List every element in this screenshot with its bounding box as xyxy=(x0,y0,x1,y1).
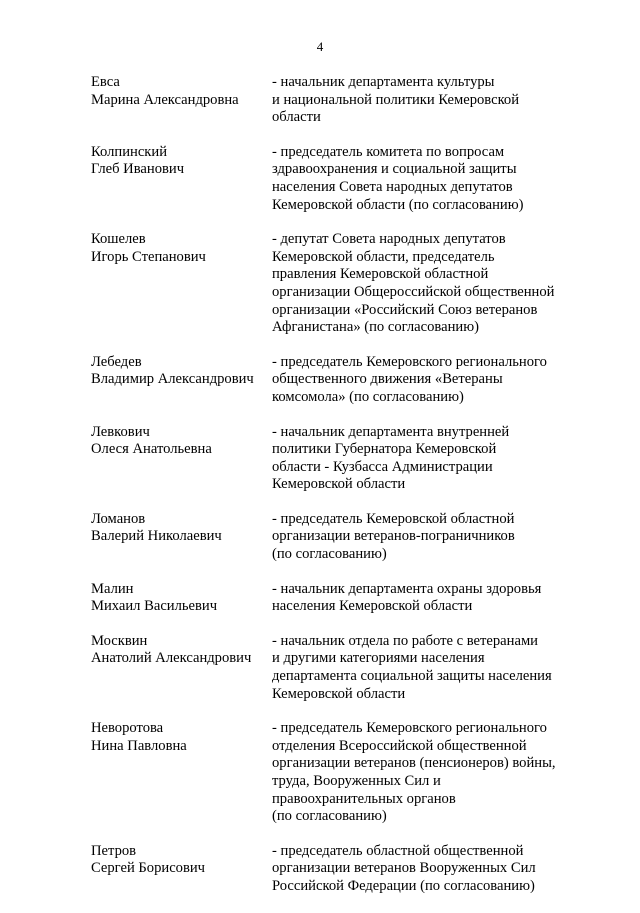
member-given-names: Игорь Степанович xyxy=(91,248,206,265)
member-entry xyxy=(91,231,591,337)
member-given-names: Сергей Борисович xyxy=(91,860,206,877)
member-given-names: Олеся Анатольевна xyxy=(91,441,212,458)
member-entry xyxy=(91,354,591,407)
position-line: Кемеровской области xyxy=(272,476,406,493)
member-entry xyxy=(91,843,591,896)
position-line: - председатель комитета по вопросам xyxy=(272,143,505,160)
position-line: - председатель Кемеровского регионального xyxy=(272,353,547,370)
position-line: политики Губернатора Кемеровской xyxy=(272,441,497,458)
position-line: труда, Вооруженных Сил и xyxy=(272,773,441,789)
position-line: Кемеровской области xyxy=(272,685,406,702)
member-name xyxy=(91,720,272,826)
position-line: - начальник отдела по работе с ветеранами xyxy=(272,632,538,649)
position-line: и национальной политики Кемеровской xyxy=(272,91,520,108)
member-entry xyxy=(91,74,591,127)
position-line: области xyxy=(272,109,321,126)
member-entry xyxy=(91,144,591,214)
position-line: - начальник департамента охраны здоровья xyxy=(272,580,542,597)
member-position xyxy=(272,511,591,564)
position-line: населения Кемеровской области xyxy=(272,598,473,615)
member-surname: Колпинский xyxy=(91,143,168,160)
member-position xyxy=(272,231,591,337)
member-name xyxy=(91,581,272,616)
member-name xyxy=(91,354,272,407)
position-line: (по согласованию) xyxy=(272,546,387,563)
member-name xyxy=(91,511,272,564)
member-given-names: Анатолий Александрович xyxy=(91,650,252,667)
position-line: Афганистана» (по согласованию) xyxy=(272,319,479,336)
member-surname: Москвин xyxy=(91,632,148,649)
position-line: - председатель Кемеровского регионального xyxy=(272,720,547,737)
page-number: 4 xyxy=(316,39,324,54)
member-name xyxy=(91,231,272,337)
member-name xyxy=(91,424,272,494)
member-entry xyxy=(91,720,591,826)
position-line: департамента социальной защиты населения xyxy=(272,668,552,685)
position-line: Кемеровской области (по согласованию) xyxy=(272,196,524,213)
position-line: - начальник департамента культуры xyxy=(272,74,495,90)
position-line: организации ветеранов Вооруженных Сил xyxy=(272,860,536,877)
member-entry xyxy=(91,511,591,564)
member-surname: Малин xyxy=(91,580,134,597)
member-position xyxy=(272,74,591,127)
member-surname: Лебедев xyxy=(91,353,142,370)
position-line: Российской Федерации (по согласованию) xyxy=(272,877,535,894)
position-line: организации ветеранов (пенсионеров) войны, xyxy=(272,755,556,772)
member-entry xyxy=(91,581,591,616)
member-surname: Евса xyxy=(91,74,120,90)
member-name xyxy=(91,633,272,703)
position-line: отделения Всероссийской общественной xyxy=(272,737,527,754)
member-position xyxy=(272,424,591,494)
position-line: организации Общероссийской общественной xyxy=(272,283,555,300)
position-line: здравоохранения и социальной защиты xyxy=(272,161,517,178)
position-line: - председатель областной общественной xyxy=(272,842,524,859)
position-line: общественного движения «Ветераны xyxy=(272,371,503,388)
member-surname: Неворотова xyxy=(91,720,164,737)
position-line: Кемеровской области, председатель xyxy=(272,248,495,265)
member-surname: Ломанов xyxy=(91,510,146,527)
position-line: организации ветеранов-пограничников xyxy=(272,528,515,545)
member-surname: Левкович xyxy=(91,423,150,440)
member-list xyxy=(91,74,591,913)
member-position xyxy=(272,144,591,214)
position-line: области - Кузбасса Администрации xyxy=(272,458,493,475)
member-given-names: Валерий Николаевич xyxy=(91,528,222,545)
member-entry xyxy=(91,424,591,494)
member-name xyxy=(91,144,272,214)
member-surname: Кошелев xyxy=(91,231,146,248)
member-given-names: Нина Павловна xyxy=(91,737,187,754)
position-line: комсомола» (по согласованию) xyxy=(272,388,464,405)
member-given-names: Михаил Васильевич xyxy=(91,598,218,615)
member-surname: Петров xyxy=(91,842,137,859)
position-line: и другими категориями населения xyxy=(272,650,485,667)
position-line: организации «Российский Союз ветеранов xyxy=(272,301,538,318)
position-line: - начальник департамента внутренней xyxy=(272,423,510,440)
position-line: правоохранительных органов xyxy=(272,790,456,807)
position-line: правления Кемеровской областной xyxy=(272,266,489,283)
member-position xyxy=(272,354,591,407)
member-given-names: Глеб Иванович xyxy=(91,161,185,178)
member-given-names: Марина Александровна xyxy=(91,91,239,108)
member-position xyxy=(272,720,591,826)
member-name xyxy=(91,74,272,127)
member-position xyxy=(272,843,591,896)
member-position xyxy=(272,633,591,703)
member-entry xyxy=(91,633,591,703)
position-line: - депутат Совета народных депутатов xyxy=(272,231,506,248)
position-line: (по согласованию) xyxy=(272,808,387,825)
member-given-names: Владимир Александрович xyxy=(91,371,254,388)
member-position xyxy=(272,581,591,616)
position-line: - председатель Кемеровской областной xyxy=(272,510,515,527)
member-name xyxy=(91,843,272,896)
position-line: населения Совета народных депутатов xyxy=(272,178,513,195)
